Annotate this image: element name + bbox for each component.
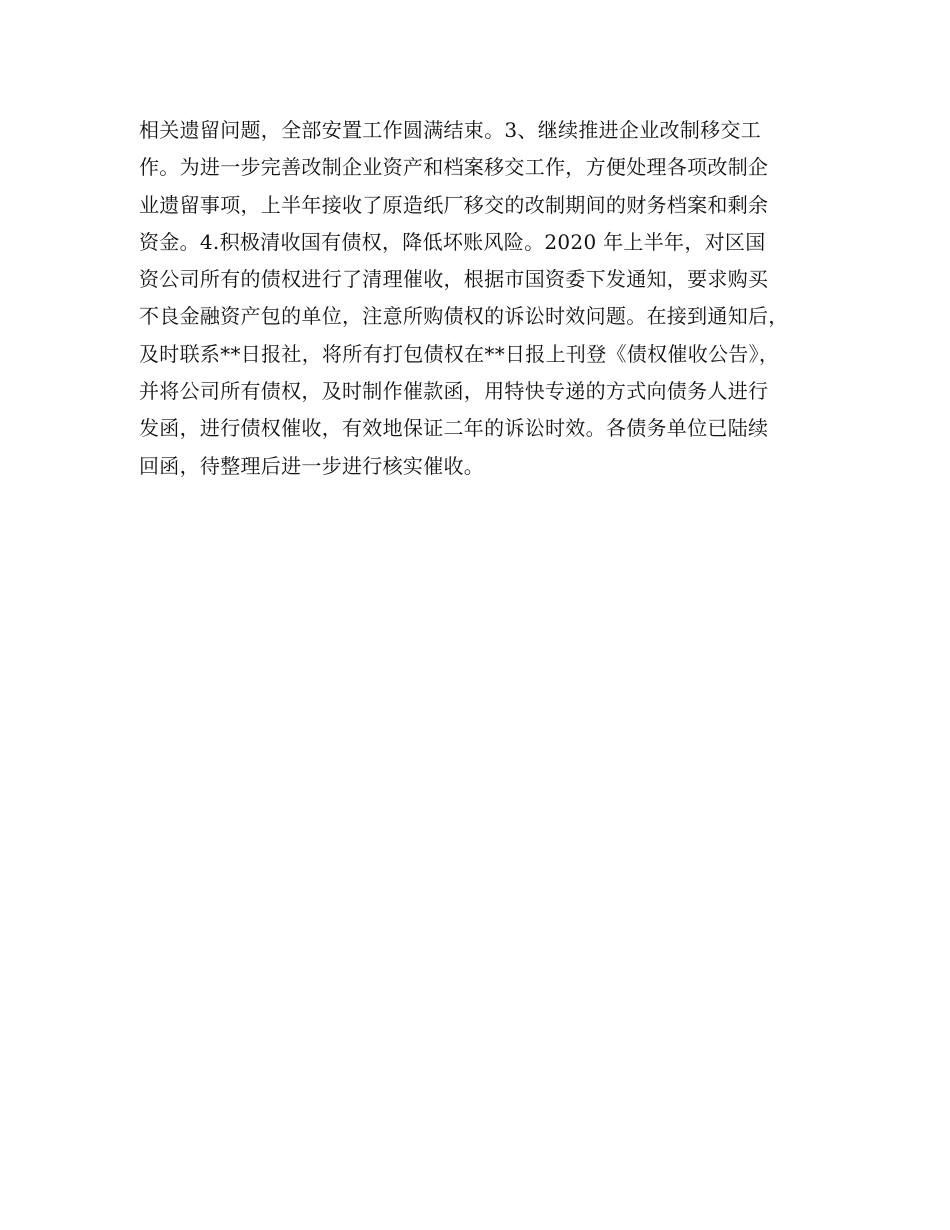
paragraph-line: 及时联系**日报社，将所有打包债权在**日报上刊登《债权催收公告》， [139, 341, 780, 366]
paragraph-line: 作。为进一步完善改制企业资产和档案移交工作，方便处理各项改制企 [139, 155, 769, 180]
paragraph-line: 并将公司所有债权，及时制作催款函，用特快专递的方式向债务人进行 [139, 379, 769, 404]
body-paragraph [139, 112, 839, 485]
paragraph-line: 业遗留事项，上半年接收了原造纸厂移交的改制期间的财务档案和剩余 [139, 192, 769, 217]
paragraph-line: 资金。4.积极清收国有债权，降低坏账风险。2020 年上半年，对区国 [139, 229, 766, 254]
paragraph-line: 回函，待整理后进一步进行核实催收。 [139, 453, 485, 478]
paragraph-line: 发函，进行债权催收，有效地保证二年的诉讼时效。各债务单位已陆续 [139, 416, 769, 441]
paragraph-line: 相关遗留问题，全部安置工作圆满结束。3、继续推进企业改制移交工 [139, 118, 762, 142]
paragraph-line: 不良金融资产包的单位，注意所购债权的诉讼时效问题。在接到通知后， [139, 304, 789, 329]
paragraph-line: 资公司所有的债权进行了清理催收，根据市国资委下发通知，要求购买 [139, 267, 769, 292]
